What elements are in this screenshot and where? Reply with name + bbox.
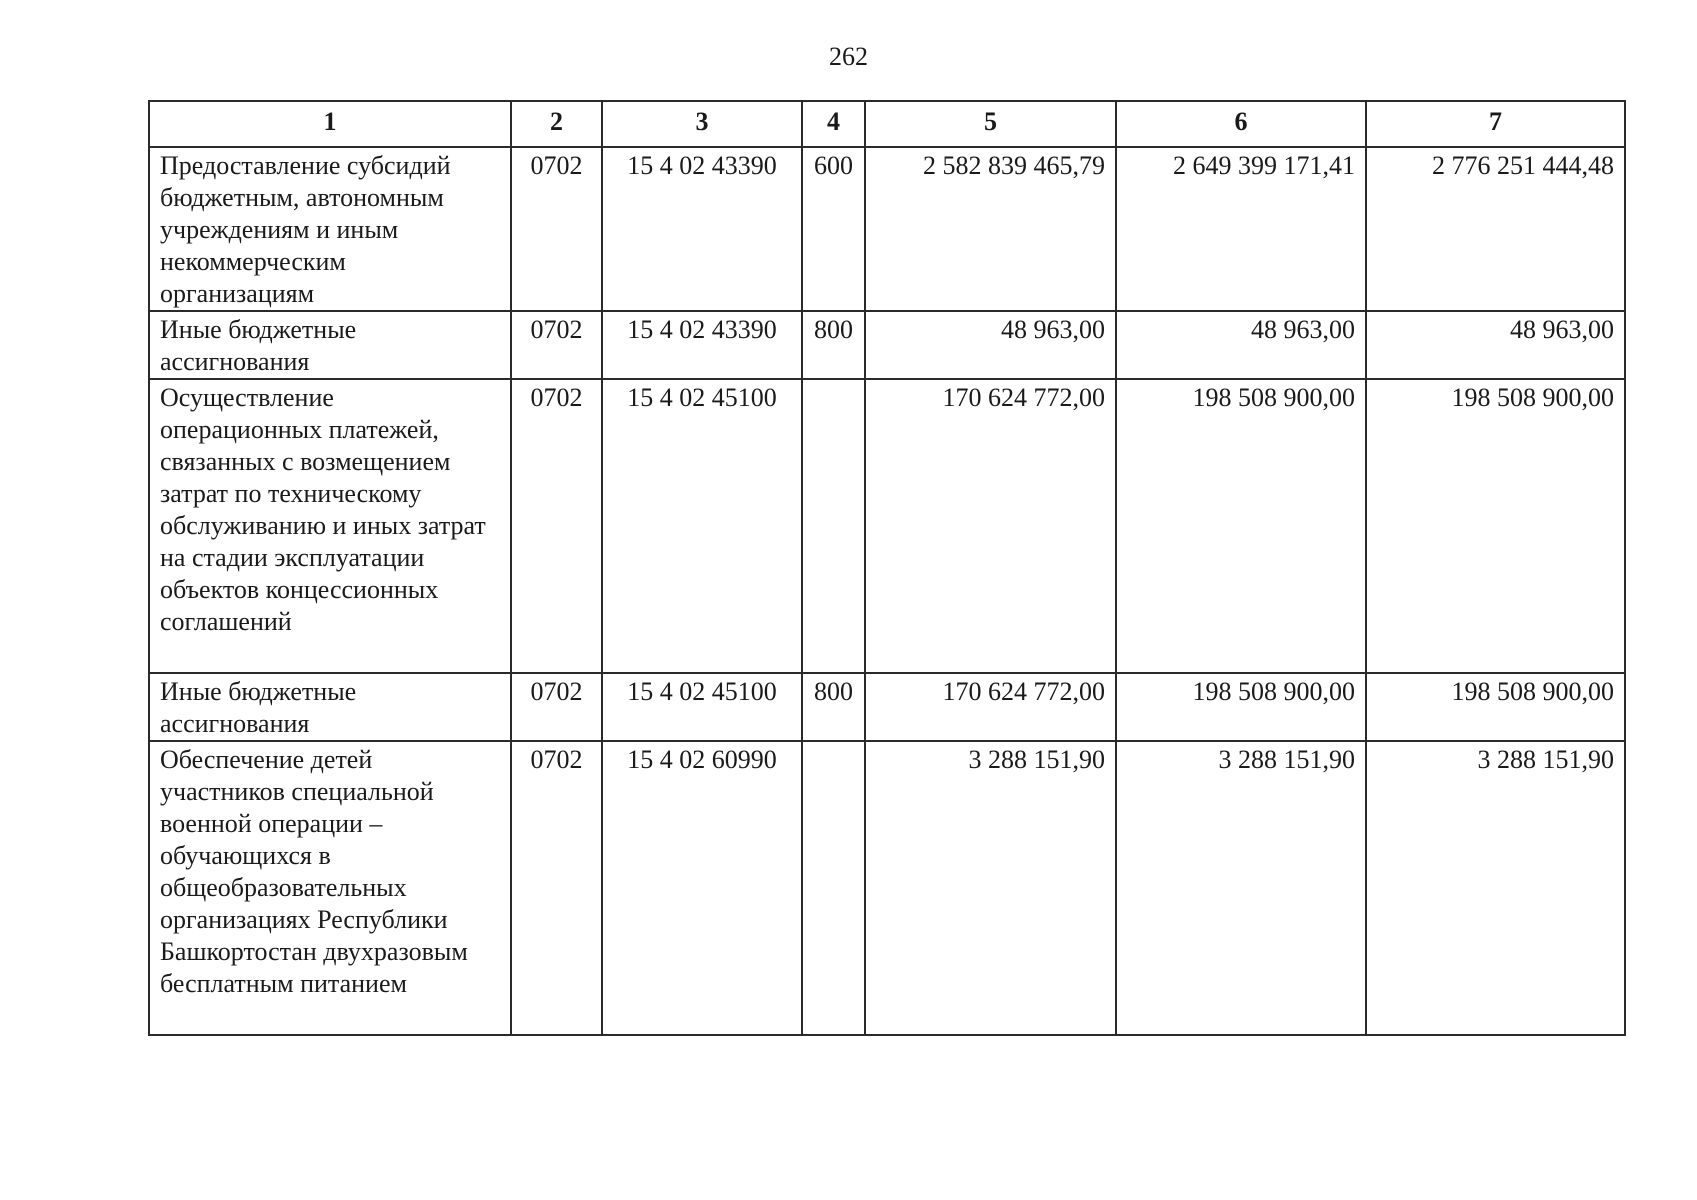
- table-header-row: [149, 101, 1625, 147]
- row-name: Предоставление субсидий бюджетным, автономным учреждениям и иным некоммерческим организациям: [149, 147, 511, 311]
- row-amount-col7: 198 508 900,00: [1366, 673, 1625, 741]
- row-expense-type: [802, 741, 865, 1035]
- row-section-code: 0702: [511, 147, 602, 311]
- row-name: Иные бюджетные ассигнования: [149, 311, 511, 379]
- row-expense-type: [802, 379, 865, 673]
- table-row: [149, 673, 1625, 741]
- column-header-3: 3: [602, 101, 802, 147]
- page-number: 262: [829, 42, 868, 71]
- column-header-2: 2: [511, 101, 602, 147]
- row-target-code: 15 4 02 60990: [602, 741, 802, 1035]
- row-name: Осуществление операционных платежей, связанных с возмещением затрат по техническому обслуживанию и иных затрат на стадии эксплуатации объектов концессионных соглашений: [149, 379, 511, 673]
- row-amount-col7: 2 776 251 444,48: [1366, 147, 1625, 311]
- row-amount-col7: 3 288 151,90: [1366, 741, 1625, 1035]
- row-amount-col5: 2 582 839 465,79: [865, 147, 1116, 311]
- row-amount-col5: 170 624 772,00: [865, 379, 1116, 673]
- budget-table: [148, 100, 1626, 1036]
- row-section-code: 0702: [511, 311, 602, 379]
- row-section-code: 0702: [511, 741, 602, 1035]
- row-amount-col5: 3 288 151,90: [865, 741, 1116, 1035]
- row-target-code: 15 4 02 45100: [602, 673, 802, 741]
- row-expense-type: 800: [802, 311, 865, 379]
- row-amount-col6: 48 963,00: [1116, 311, 1366, 379]
- row-amount-col5: 48 963,00: [865, 311, 1116, 379]
- table-row: [149, 147, 1625, 311]
- row-amount-col6: 198 508 900,00: [1116, 673, 1366, 741]
- table-row: [149, 379, 1625, 673]
- column-header-6: 6: [1116, 101, 1366, 147]
- row-section-code: 0702: [511, 379, 602, 673]
- row-amount-col6: 198 508 900,00: [1116, 379, 1366, 673]
- row-expense-type: 600: [802, 147, 865, 311]
- row-amount-col7: 198 508 900,00: [1366, 379, 1625, 673]
- column-header-7: 7: [1366, 101, 1625, 147]
- row-amount-col5: 170 624 772,00: [865, 673, 1116, 741]
- table-row: [149, 741, 1625, 1035]
- column-header-1: 1: [149, 101, 511, 147]
- row-amount-col6: 3 288 151,90: [1116, 741, 1366, 1035]
- row-name: Обеспечение детей участников специальной военной операции – обучающихся в общеобразовательных организациях Республики Башкортостан двухразовым бесплатным питанием: [149, 741, 511, 1035]
- row-name: Иные бюджетные ассигнования: [149, 673, 511, 741]
- row-amount-col7: 48 963,00: [1366, 311, 1625, 379]
- row-expense-type: 800: [802, 673, 865, 741]
- column-header-4: 4: [802, 101, 865, 147]
- row-target-code: 15 4 02 43390: [602, 311, 802, 379]
- row-amount-col6: 2 649 399 171,41: [1116, 147, 1366, 311]
- row-target-code: 15 4 02 45100: [602, 379, 802, 673]
- table-row: [149, 311, 1625, 379]
- row-section-code: 0702: [511, 673, 602, 741]
- row-target-code: 15 4 02 43390: [602, 147, 802, 311]
- column-header-5: 5: [865, 101, 1116, 147]
